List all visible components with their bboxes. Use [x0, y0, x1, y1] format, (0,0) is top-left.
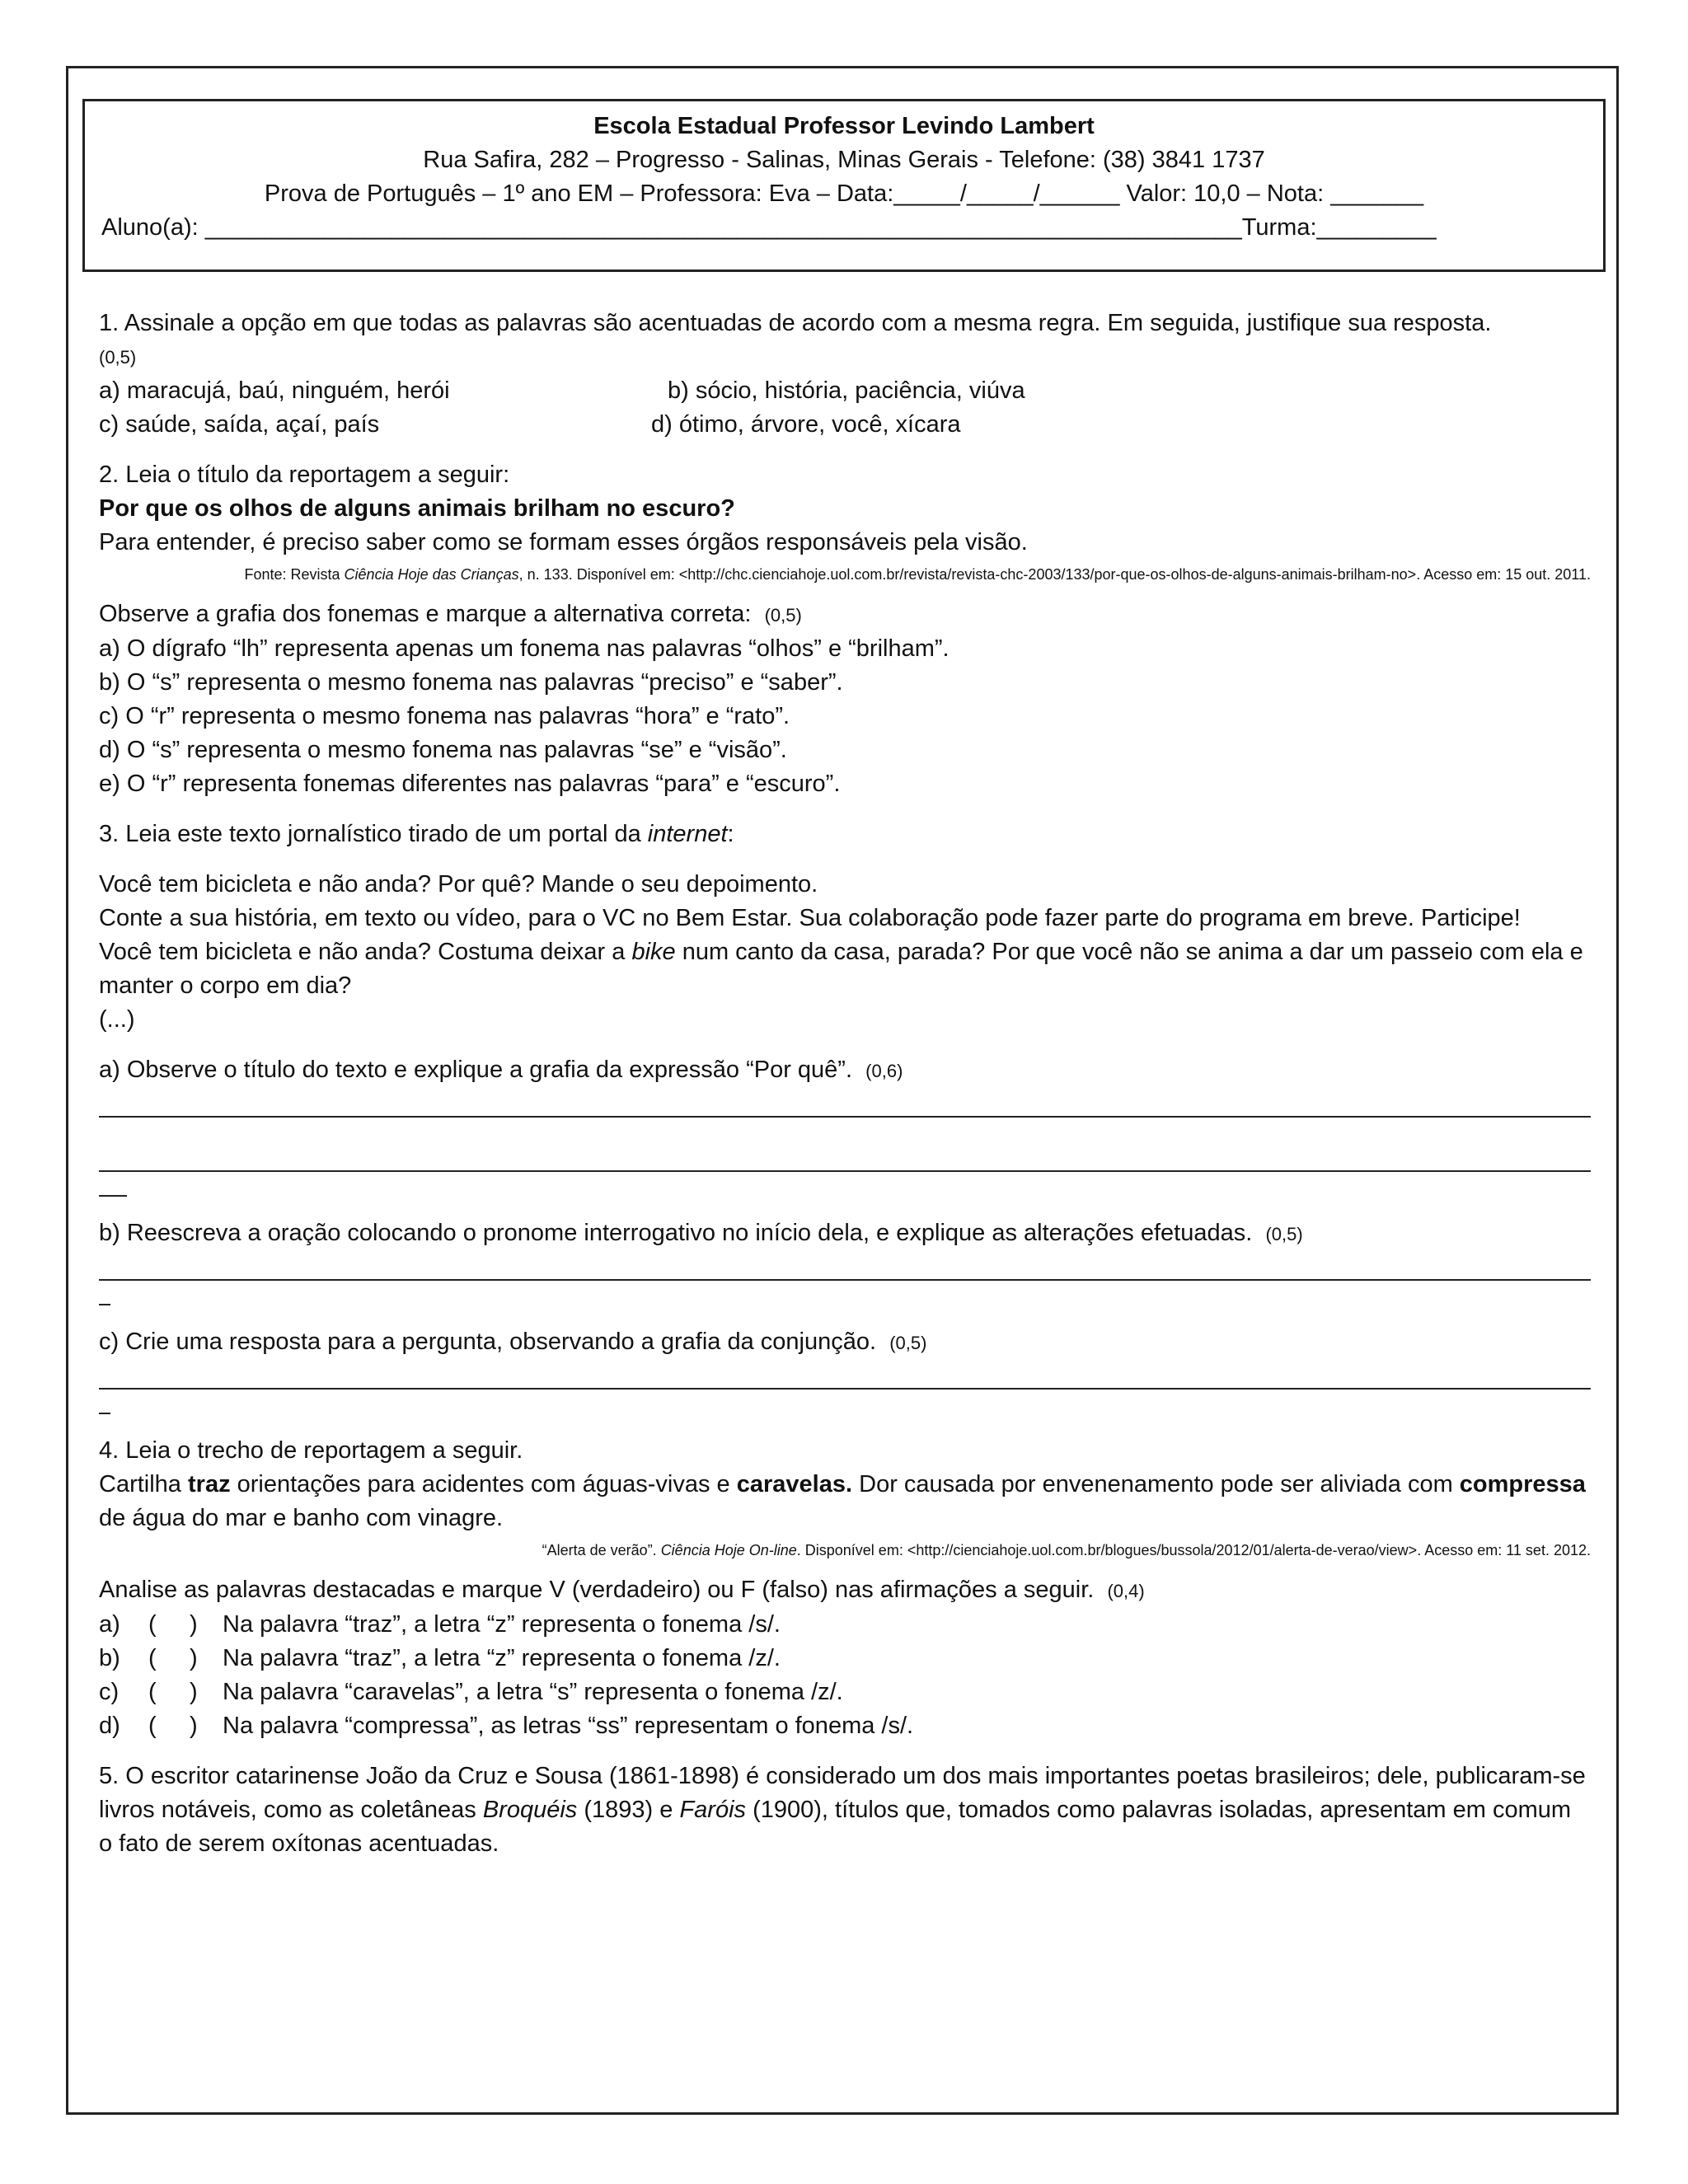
q4-item-c-letter: c)	[99, 1679, 120, 1705]
q2-instruction-text: Observe a grafia dos fonemas e marque a alternativa correta:	[99, 601, 752, 627]
exam-info-line: Prova de Português – 1º ano EM – Professora: Eva – Data:_____/_____/______ Valor: 10,0 – Nota: _______	[264, 180, 1424, 207]
q3a-answer-line-1[interactable]	[99, 1088, 1591, 1118]
student-line: Aluno(a): ______________________________________________________________________________Turma:_________	[101, 214, 1437, 241]
q3-text-bike: bike	[631, 939, 676, 965]
q3a-prompt	[99, 1053, 1591, 1088]
q2-source-magazine: Ciência Hoje das Crianças	[344, 566, 519, 583]
question-4	[99, 1434, 1591, 1743]
q3c-prompt-text: c) Crie uma resposta para a pergunta, observando a grafia da conjunção.	[99, 1329, 877, 1355]
q5-text-c: (1900), títulos que, tomados como palavras isoladas, apresentam em comum o fato de serem oxítonas acentuadas.	[99, 1797, 1572, 1857]
q3b-prompt	[99, 1216, 1591, 1251]
exam-header	[82, 99, 1606, 272]
q5-text-a: 5. O escritor catarinense João da Cruz e Sousa (1861-1898) é considerado um dos mais importantes poetas brasileiros; dele, publicaram-se livros notáveis, como as coletâneas	[99, 1763, 1586, 1823]
q1-points: (0,5)	[99, 347, 137, 368]
q4-item-b	[99, 1642, 1591, 1675]
q3c-points: (0,5)	[889, 1333, 927, 1353]
exam-content	[99, 307, 1591, 1877]
q4-source-title: “Alerta de verão”.	[542, 1542, 661, 1558]
q2-lead: Para entender, é preciso saber como se formam esses órgãos responsáveis pela visão.	[99, 529, 1028, 555]
q3c-answer-stub	[99, 1396, 110, 1414]
q4-word-compressa: compressa	[1459, 1471, 1586, 1497]
q1-options	[99, 374, 1591, 442]
q3a-points: (0,6)	[865, 1061, 903, 1081]
q2-option-c: c) O “r” representa o mesmo fonema nas palavras “hora” e “rato”.	[99, 703, 790, 729]
q4-source	[99, 1540, 1591, 1560]
q2-option-a: a) O dígrafo “lh” representa apenas um fonema nas palavras “olhos” e “brilham”.	[99, 635, 950, 662]
q3-intro-colon: :	[727, 821, 734, 847]
q4-item-c-text: Na palavra “caravelas”, a letra “s” representa o fonema /z/.	[223, 1679, 843, 1705]
q4-item-d-blank[interactable]: ( )	[148, 1713, 198, 1739]
q4-excerpt-t2: orientações para acidentes com águas-vivas e	[230, 1471, 737, 1497]
q5-book-farois: Faróis	[679, 1797, 747, 1823]
q4-item-d	[99, 1709, 1591, 1743]
q3b-points: (0,5)	[1265, 1224, 1303, 1244]
q4-excerpt-t1: Cartilha	[99, 1471, 188, 1497]
q4-word-caravelas: caravelas.	[736, 1471, 853, 1497]
q3-intro-text: 3. Leia este texto jornalístico tirado de um portal da	[99, 821, 648, 847]
q2-option-d: d) O “s” representa o mesmo fonema nas palavras “se” e “visão”.	[99, 737, 787, 763]
q3-text-body: Conte a sua história, em texto ou vídeo, para o VC no Bem Estar. Sua colaboração pode fazer parte do programa em breve. Participe!	[99, 905, 1521, 931]
q3c-answer-line[interactable]	[99, 1360, 1591, 1390]
q3-text-question-b: num canto da casa, parada? Por que você não se anima a dar um passeio com ela e manter o corpo em dia?	[99, 939, 1583, 999]
q3-intro	[99, 818, 1591, 851]
q2-option-b: b) O “s” representa o mesmo fonema nas palavras “preciso” e “saber”.	[99, 669, 843, 696]
q4-item-a-text: Na palavra “traz”, a letra “z” representa o fonema /s/.	[223, 1611, 781, 1638]
q2-headline: Por que os olhos de alguns animais brilham no escuro?	[99, 495, 735, 522]
q4-item-b-letter: b)	[99, 1645, 120, 1671]
q4-instruction	[99, 1573, 1591, 1608]
question-5	[99, 1760, 1591, 1861]
q4-instruction-text: Analise as palavras destacadas e marque V (verdadeiro) ou F (falso) nas afirmações a seguir.	[99, 1577, 1095, 1603]
q3a-answer-stub	[99, 1179, 127, 1197]
q5-text	[99, 1760, 1591, 1861]
school-address: Rua Safira, 282 – Progresso - Salinas, Minas Gerais - Telefone: (38) 3841 1737	[423, 147, 1265, 173]
q4-word-traz: traz	[188, 1471, 231, 1497]
q2-option-e: e) O “r” representa fonemas diferentes nas palavras “para” e “escuro”.	[99, 771, 841, 797]
q2-instruction	[99, 598, 1591, 632]
q4-item-d-text: Na palavra “compressa”, as letras “ss” representam o fonema /s/.	[223, 1713, 914, 1739]
q4-excerpt-t3: Dor causada por envenenamento pode ser aliviada com	[852, 1471, 1460, 1497]
q3-text-question	[99, 935, 1591, 1003]
q3-text-question-a: Você tem bicicleta e não anda? Costuma deixar a	[99, 939, 632, 965]
q4-item-d-letter: d)	[99, 1713, 120, 1739]
q1-prompt: 1. Assinale a opção em que todas as palavras são acentuadas de acordo com a mesma regra. Em seguida, justifique sua resposta.	[99, 310, 1492, 336]
q2-source	[99, 565, 1591, 584]
q5-book-broqueis: Broquéis	[482, 1797, 578, 1823]
q3-intro-italic: internet	[647, 821, 728, 847]
q3a-prompt-text: a) Observe o título do texto e explique a grafia da expressão “Por quê”.	[99, 1057, 853, 1083]
q4-excerpt	[99, 1468, 1591, 1535]
q2-points: (0,5)	[764, 605, 802, 626]
q2-source-text: Fonte: Revista	[244, 566, 345, 583]
q4-points: (0,4)	[1107, 1581, 1145, 1601]
q3-text-title: Você tem bicicleta e não anda? Por quê? Mande o seu depoimento.	[99, 871, 818, 898]
q3-ellipsis: (...)	[99, 1006, 135, 1033]
question-3	[99, 818, 1591, 1414]
q5-text-b: (1893) e	[577, 1797, 680, 1823]
q4-item-a-blank[interactable]: ( )	[148, 1611, 198, 1638]
q4-intro: 4. Leia o trecho de reportagem a seguir.	[99, 1437, 523, 1464]
q3a-answer-line-2[interactable]	[99, 1142, 1591, 1172]
q4-item-c	[99, 1675, 1591, 1709]
q2-source-url: , n. 133. Disponível em: <http://chc.cienciahoje.uol.com.br/revista/revista-chc-2003/133/por-que-os-olhos-de-alguns-animais-brilham-no>. Acesso em: 15 out. 2011.	[518, 566, 1591, 583]
school-name: Escola Estadual Professor Levindo Lambert	[593, 113, 1095, 139]
q3c-prompt	[99, 1325, 1591, 1360]
q1-option-d: d) ótimo, árvore, você, xícara	[651, 411, 961, 438]
question-1	[99, 307, 1591, 442]
q4-excerpt-t4: de água do mar e banho com vinagre.	[99, 1505, 504, 1531]
q4-source-magazine: Ciência Hoje On-line	[660, 1542, 797, 1558]
q1-option-a: a) maracujá, baú, ninguém, herói	[99, 377, 450, 404]
q4-item-c-blank[interactable]: ( )	[148, 1679, 198, 1705]
q3b-answer-stub	[99, 1287, 110, 1305]
question-2	[99, 458, 1591, 801]
q4-source-url: . Disponível em: <http://cienciahoje.uol.com.br/blogues/bussola/2012/01/alerta-de-verao/view>. Acesso em: 11 set. 2012.	[796, 1542, 1591, 1558]
q4-item-a-letter: a)	[99, 1611, 120, 1638]
q4-item-a	[99, 1608, 1591, 1642]
q3b-prompt-text: b) Reescreva a oração colocando o pronome interrogativo no início dela, e explique as alterações efetuadas.	[99, 1220, 1253, 1246]
q4-item-b-blank[interactable]: ( )	[148, 1645, 198, 1671]
q3b-answer-line[interactable]	[99, 1251, 1591, 1281]
q4-item-b-text: Na palavra “traz”, a letra “z” representa o fonema /z/.	[223, 1645, 781, 1671]
q1-option-c: c) saúde, saída, açaí, país	[99, 411, 380, 438]
q1-option-b: b) sócio, história, paciência, viúva	[668, 377, 1025, 404]
q2-intro: 2. Leia o título da reportagem a seguir:	[99, 462, 510, 488]
